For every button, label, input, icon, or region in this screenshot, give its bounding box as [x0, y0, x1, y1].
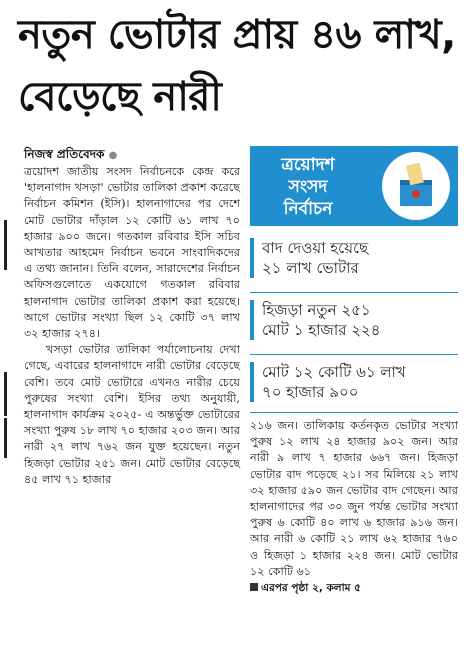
- article-left-column: [24, 146, 240, 488]
- highlight-callout: [250, 300, 464, 340]
- divider: [250, 354, 458, 355]
- square-bullet-icon: [250, 583, 258, 591]
- article-right-column: [250, 418, 458, 596]
- byline-text: নিজস্ব প্রতিবেদক: [24, 147, 105, 161]
- divider: [250, 412, 458, 413]
- ballot-box-icon: [382, 152, 450, 220]
- article-paragraph: খসড়া ভোটার তালিকা পর্যালোচনায় দেখা গেছে, এবারের হালনাগাদে নারী ভোটার বেড়েছে বেশি। তবে মোট ভোটারে এখনও নারীর চেয়ে পুরুষের সংখ্যা বেশি। ইসির তথ্য অনুযায়ী, হালনাগাদ কার্যক্রম ২০২৫- এ অন্তর্ভুক্ত ভোটারের সংখ্যা পুরুষ ১৮ লাখ ৭০ হাজার ২০৩ জন। আর নারী ২৭ লাখ ৭৬২ জন যুক্ত হয়েছেন। নতুন হিজড়া ভোটার ২৫১ জন। মোট ভোটার বেড়েছে ৪৫ লাখ ৭১ হাজার: [24, 343, 240, 486]
- callout-line: বাদ দেওয়া হয়েছে: [262, 239, 369, 257]
- column-edge-mark: [4, 220, 7, 270]
- callout-line: ৭০ হাজার ৯০০: [262, 383, 359, 401]
- continued-text: এরপর পৃষ্ঠা ২, কলাম ৫: [261, 582, 361, 595]
- logo-text-line: সংসদ: [288, 177, 328, 197]
- callout-line: মোট ১২ কোটি ৬১ লাখ: [262, 363, 406, 381]
- highlight-callout: [250, 362, 464, 402]
- callout-line: হিজড়া নতুন ২৫১: [262, 301, 371, 319]
- logo-text-line: নির্বাচন: [283, 199, 333, 219]
- logo-text-line: ত্রয়োদশ: [281, 155, 335, 175]
- column-edge-mark: [4, 418, 7, 458]
- column-edge-mark: [4, 372, 7, 416]
- article-paragraph: ত্রয়োদশ জাতীয় সংসদ নির্বাচনকে কেন্দ্র করে 'হালনাগাদ খসড়া' ভোটার তালিকা প্রকাশ করেছে নির্বাচন কমিশন (ইসি)। হালনাগাদের পর দেশে মোট ভোটার দাঁড়াল ১২ কোটি ৬১ লাখ ৭০ হাজার ৯০০ জনে। গতকাল রবিবার ইসি সচিব আখতার আহমেদ নির্বাচন ভবনে সাংবাদিকদের এ তথ্য জানান। তিনি বলেন, সারাদেশের নির্বাচন অফিসগুলোতে একযোগে গতকাল রবিবার হালনাগাদ ভোটার তালিকা প্রকাশ করা হয়েছে। আগে ভোটার সংখ্যা ছিল ১২ কোটি ৩৭ লাখ ৩২ হাজার ২৭৪।: [24, 165, 240, 341]
- divider: [250, 292, 458, 293]
- logo-text: [258, 154, 358, 220]
- callout-line: মোট ১ হাজার ২২৪: [262, 321, 381, 339]
- callout-line: ২১ লাখ ভোটার: [262, 259, 359, 277]
- highlight-callout: [250, 238, 464, 278]
- byline: [24, 146, 240, 164]
- bullet-icon: ●: [108, 150, 118, 161]
- continued-note[interactable]: [250, 580, 458, 596]
- article-paragraph: ২১৬ জন। তালিকায় কর্তনকৃত ভোটার সংখ্যা পুরুষ ১২ লাখ ২৪ হাজার ৯০২ জন। আর নারী ৯ লাখ ৭ হাজার ৬৬৭ জন। হিজড়া ভোটার বাদ পড়েছে ২১। সব মিলিয়ে ২১ লাখ ৩২ হাজার ৫৯০ জন ভোটার বাদ গেছেন। আর হালনাগাদের পর ৩০ জুন পর্যন্ত ভোটার সংখ্যা পুরুষ ৬ কোটি ৪০ লাখ ৬ হাজার ৯১৬ জন। আর নারী ৬ কোটি ২১ লাখ ৬২ হাজার ৭৬০ ও হিজড়া ১ হাজার ২২৪ জন। মোট ভোটার ১২ কোটি ৬১: [250, 419, 458, 578]
- headline: নতুন ভোটার প্রায় ৪৬ লাখ, বেড়েছে নারী: [18, 12, 456, 120]
- election-logo-banner: [250, 146, 458, 226]
